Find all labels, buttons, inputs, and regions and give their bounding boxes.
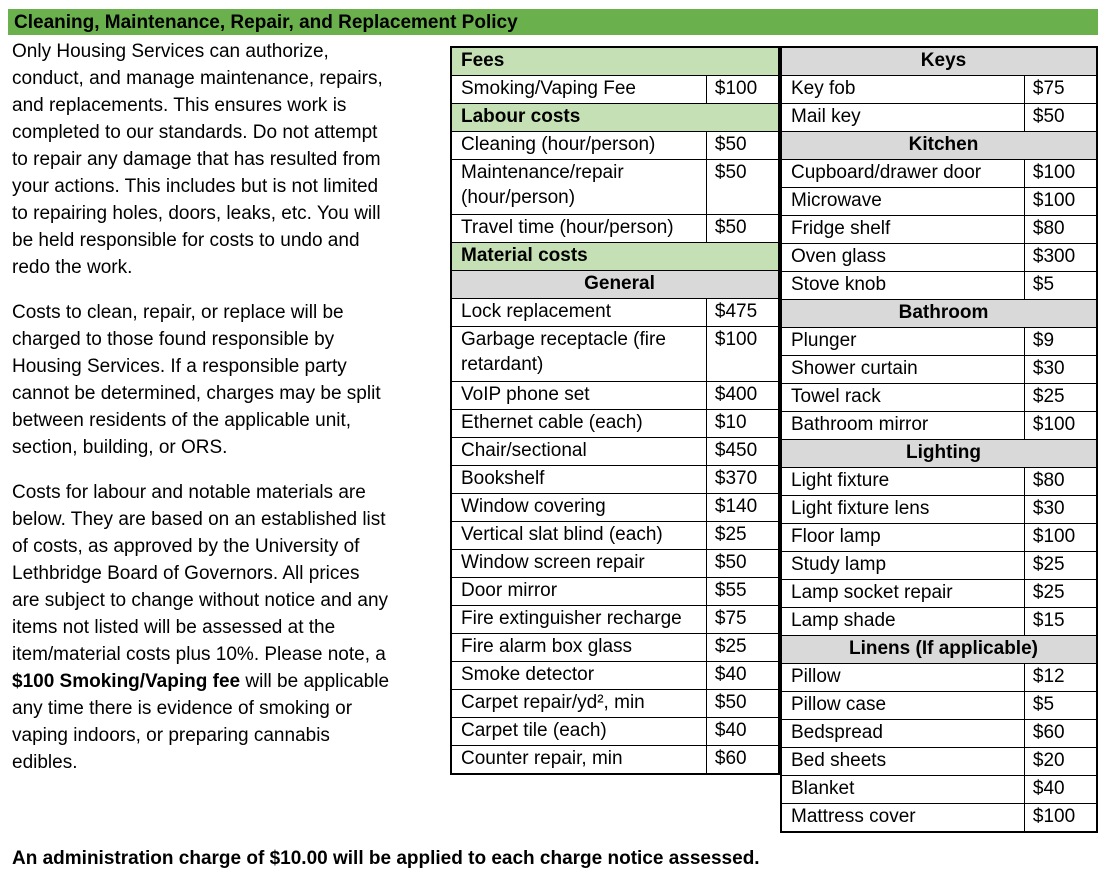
item-price: $60: [706, 746, 779, 775]
table-row: [451, 382, 779, 410]
item-name: Mattress cover: [781, 804, 1024, 833]
policy-title-bar: [8, 9, 1098, 35]
table-row: [451, 215, 779, 243]
item-price: $25: [706, 522, 779, 550]
table-row: [781, 608, 1097, 636]
table-row: [451, 466, 779, 494]
item-price: $80: [1024, 216, 1097, 244]
table-row: [781, 76, 1097, 104]
item-price: $15: [1024, 608, 1097, 636]
table-row: [451, 690, 779, 718]
item-price: $100: [706, 76, 779, 104]
material-header: Material costs: [451, 243, 779, 271]
item-name: Cleaning (hour/person): [451, 132, 706, 160]
table-row: [781, 272, 1097, 300]
item-name: Oven glass: [781, 244, 1024, 272]
table-row: [781, 748, 1097, 776]
item-name: Shower curtain: [781, 356, 1024, 384]
item-price: $60: [1024, 720, 1097, 748]
table-row: [781, 216, 1097, 244]
item-price: $55: [706, 578, 779, 606]
item-name: Fire extinguisher recharge: [451, 606, 706, 634]
item-name: Chair/sectional: [451, 438, 706, 466]
table-row: [781, 188, 1097, 216]
general-header: General: [451, 271, 779, 299]
item-name: Bedspread: [781, 720, 1024, 748]
table-row: [781, 692, 1097, 720]
table-row: [451, 410, 779, 438]
admin-charge-note: An administration charge of $10.00 will be applied to each charge notice assessed.: [12, 848, 760, 869]
table-row: [451, 438, 779, 466]
item-name: Pillow case: [781, 692, 1024, 720]
table-row: [451, 746, 779, 775]
item-price: $25: [706, 634, 779, 662]
item-price: $40: [1024, 776, 1097, 804]
item-name: Fridge shelf: [781, 216, 1024, 244]
item-price: $400: [706, 382, 779, 410]
item-name: Pillow: [781, 664, 1024, 692]
item-price: $40: [706, 718, 779, 746]
kitchen-header: Kitchen: [781, 132, 1097, 160]
table-row: [781, 468, 1097, 496]
item-name: Lamp socket repair: [781, 580, 1024, 608]
table-row: [451, 76, 779, 104]
item-price: $40: [706, 662, 779, 690]
item-price: $50: [706, 215, 779, 243]
item-name: Fire alarm box glass: [451, 634, 706, 662]
table-row: [451, 606, 779, 634]
item-price: $25: [1024, 384, 1097, 412]
item-name: Smoking/Vaping Fee: [451, 76, 706, 104]
item-price: $50: [706, 132, 779, 160]
table-row: [451, 299, 779, 327]
item-price: $100: [1024, 412, 1097, 440]
section-header-linens: [781, 636, 1097, 664]
item-name: Lock replacement: [451, 299, 706, 327]
table-row: [451, 718, 779, 746]
table-row: [781, 776, 1097, 804]
item-name: Floor lamp: [781, 524, 1024, 552]
table-row: [451, 634, 779, 662]
item-name: Microwave: [781, 188, 1024, 216]
item-price: $140: [706, 494, 779, 522]
item-name: Maintenance/repair (hour/person): [451, 160, 706, 215]
smoking-fee-emphasis: $100 Smoking/Vaping fee: [12, 671, 241, 692]
item-price: $75: [706, 606, 779, 634]
linens-header: Linens (If applicable): [781, 636, 1097, 664]
item-name: Counter repair, min: [451, 746, 706, 775]
item-name: VoIP phone set: [451, 382, 706, 410]
item-price: $25: [1024, 580, 1097, 608]
item-name: Study lamp: [781, 552, 1024, 580]
costs-text-a: Costs for labour and notable materials are below. They are based on an established list of costs, as approved by the University of Lethbridge Board of Governors. All prices are subject to change without notice and any items not listed will be assessed at the item/material costs plus 10%. Please note, a: [12, 482, 389, 665]
fees-table: [450, 46, 780, 775]
item-price: $300: [1024, 244, 1097, 272]
section-header-bathroom: [781, 300, 1097, 328]
item-price: $100: [1024, 524, 1097, 552]
item-price: $100: [1024, 804, 1097, 833]
item-name: Stove knob: [781, 272, 1024, 300]
item-name: Carpet repair/yd², min: [451, 690, 706, 718]
item-price: $9: [1024, 328, 1097, 356]
table-row: [781, 804, 1097, 833]
item-name: Bathroom mirror: [781, 412, 1024, 440]
item-name: Blanket: [781, 776, 1024, 804]
table-row: [451, 522, 779, 550]
item-name: Plunger: [781, 328, 1024, 356]
table-row: [451, 494, 779, 522]
section-header-kitchen: [781, 132, 1097, 160]
table-row: [781, 244, 1097, 272]
item-price: $30: [1024, 356, 1097, 384]
section-header-general: [451, 271, 779, 299]
item-name: Lamp shade: [781, 608, 1024, 636]
item-name: Window covering: [451, 494, 706, 522]
item-price: $80: [1024, 468, 1097, 496]
table-row: [451, 550, 779, 578]
item-price: $50: [1024, 104, 1097, 132]
item-name: Mail key: [781, 104, 1024, 132]
table-row: [451, 160, 779, 215]
item-price: $50: [706, 690, 779, 718]
item-name: Window screen repair: [451, 550, 706, 578]
item-name: Bed sheets: [781, 748, 1024, 776]
policy-title: Cleaning, Maintenance, Repair, and Replacement Policy: [14, 12, 518, 33]
item-name: Garbage receptacle (fire retardant): [451, 327, 706, 382]
table-row: [451, 662, 779, 690]
item-price: $5: [1024, 692, 1097, 720]
item-name: Vertical slat blind (each): [451, 522, 706, 550]
item-price: $50: [706, 550, 779, 578]
keys-header: Keys: [781, 47, 1097, 76]
section-header-labour: [451, 104, 779, 132]
item-price: $100: [706, 327, 779, 382]
item-name: Smoke detector: [451, 662, 706, 690]
table-row: [781, 412, 1097, 440]
table-row: [781, 104, 1097, 132]
table-row: [781, 160, 1097, 188]
item-name: Carpet tile (each): [451, 718, 706, 746]
item-price: $5: [1024, 272, 1097, 300]
costs-text-c: will be applicable any time there is evidence of smoking or vaping indoors, or preparing cannabis edibles.: [12, 671, 390, 773]
table-row: [451, 578, 779, 606]
bathroom-header: Bathroom: [781, 300, 1097, 328]
policy-text: [12, 38, 392, 794]
table-row: [781, 356, 1097, 384]
item-name: Cupboard/drawer door: [781, 160, 1024, 188]
item-name: Light fixture: [781, 468, 1024, 496]
item-price: $25: [1024, 552, 1097, 580]
table-row: [781, 496, 1097, 524]
fees-header: Fees: [451, 47, 779, 76]
section-header-material: [451, 243, 779, 271]
item-price: $10: [706, 410, 779, 438]
section-header-fees: [451, 47, 779, 76]
table-row: [781, 328, 1097, 356]
section-header-lighting: [781, 440, 1097, 468]
item-price: $12: [1024, 664, 1097, 692]
item-name: Towel rack: [781, 384, 1024, 412]
item-price: $475: [706, 299, 779, 327]
item-name: Travel time (hour/person): [451, 215, 706, 243]
item-price: $30: [1024, 496, 1097, 524]
paragraph-authorization: Only Housing Services can authorize, conduct, and manage maintenance, repairs, and replacements. This ensures work is completed to our standards. Do not attempt to repair any damage that has resulted from your actions. This includes but is not limited to repairing holes, doors, leaks, etc. You will be held responsible for costs to undo and redo the work.: [12, 41, 383, 278]
table-row: [451, 327, 779, 382]
item-price: $100: [1024, 160, 1097, 188]
item-name: Bookshelf: [451, 466, 706, 494]
item-price: $370: [706, 466, 779, 494]
item-price: $20: [1024, 748, 1097, 776]
item-name: Ethernet cable (each): [451, 410, 706, 438]
labour-header: Labour costs: [451, 104, 779, 132]
keys-table: [780, 46, 1098, 833]
item-price: $450: [706, 438, 779, 466]
item-price: $75: [1024, 76, 1097, 104]
table-row: [781, 552, 1097, 580]
section-header-keys: [781, 47, 1097, 76]
item-name: Key fob: [781, 76, 1024, 104]
paragraph-costs: [12, 479, 392, 776]
item-price: $50: [706, 160, 779, 215]
item-name: Door mirror: [451, 578, 706, 606]
item-price: $100: [1024, 188, 1097, 216]
table-row: [781, 524, 1097, 552]
table-row: [781, 720, 1097, 748]
table-row: [451, 132, 779, 160]
table-row: [781, 664, 1097, 692]
table-row: [781, 580, 1097, 608]
lighting-header: Lighting: [781, 440, 1097, 468]
table-row: [781, 384, 1097, 412]
paragraph-responsibility: Costs to clean, repair, or replace will be charged to those found responsible by Housing Services. If a responsible party cannot be determined, charges may be split between residents of the applicable unit, section, building, or ORS.: [12, 302, 381, 458]
item-name: Light fixture lens: [781, 496, 1024, 524]
